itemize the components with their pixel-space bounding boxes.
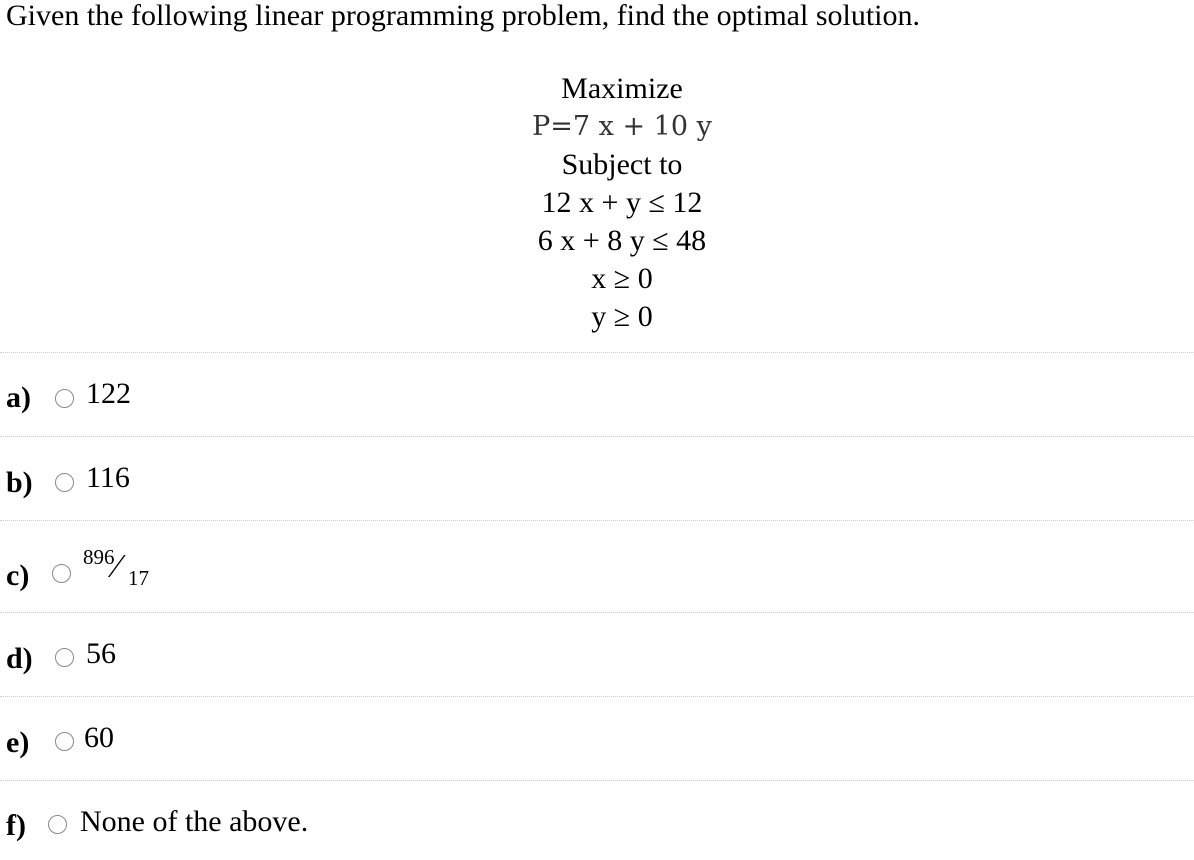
option-b[interactable] <box>0 436 1194 520</box>
constraint-2: 6 x + 8 y ≤ 48 <box>537 224 707 257</box>
option-a[interactable] <box>0 352 1194 436</box>
lp-problem <box>420 70 824 336</box>
objective-function: P=7 x + 10 y <box>532 111 712 142</box>
option-text: 60 <box>84 721 114 754</box>
subject-to-label: Subject to <box>561 148 683 181</box>
option-letter: c) <box>6 559 30 592</box>
option-letter: f) <box>6 809 26 842</box>
option-text: 122 <box>86 377 131 410</box>
radio-button-e[interactable] <box>55 732 74 751</box>
radio-button-c[interactable] <box>52 564 71 583</box>
radio-button-d[interactable] <box>55 648 74 667</box>
constraint-1: 12 x + y ≤ 12 <box>541 186 703 219</box>
option-text: None of the above. <box>80 805 309 838</box>
option-c[interactable] <box>0 520 1194 612</box>
option-e[interactable] <box>0 696 1194 780</box>
option-text: 56 <box>86 637 116 670</box>
radio-button-a[interactable] <box>55 389 74 408</box>
option-d[interactable] <box>0 612 1194 696</box>
option-letter: b) <box>6 466 33 499</box>
fraction-numerator: 896 <box>83 545 115 569</box>
constraint-3: x ≥ 0 <box>591 262 653 295</box>
radio-button-b[interactable] <box>55 473 74 492</box>
option-letter: d) <box>6 642 33 675</box>
fraction-slash: ⁄ <box>114 548 120 585</box>
option-f[interactable] <box>0 780 1194 860</box>
question-text: Given the following linear programming problem, find the optimal solution. <box>6 0 921 32</box>
fraction-denominator: 17 <box>128 566 149 590</box>
option-letter: a) <box>6 381 31 414</box>
constraint-4: y ≥ 0 <box>591 300 653 333</box>
option-text: 116 <box>86 461 130 494</box>
option-letter: e) <box>6 726 30 759</box>
maximize-label: Maximize <box>561 72 683 105</box>
radio-button-f[interactable] <box>48 815 67 834</box>
